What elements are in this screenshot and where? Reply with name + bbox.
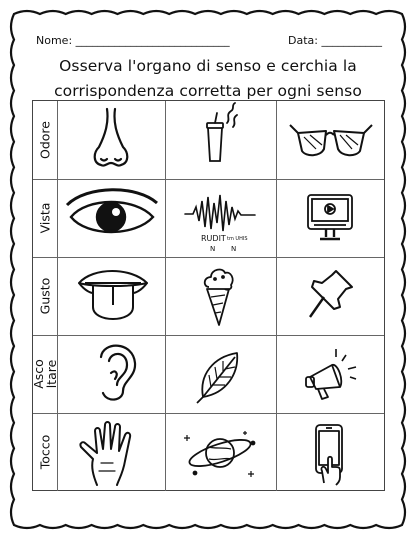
row-label [33,101,58,179]
label-odore: Odore [37,121,53,159]
row-ascoltare [33,335,384,414]
organ-cell [57,179,166,257]
organ-cell [57,257,166,335]
option-cell[interactable] [165,335,277,413]
row-label [33,257,58,335]
eye-icon [57,179,165,257]
row-label [33,335,58,413]
sound-wave-small: tm UHIS [227,236,248,242]
label-ascoltare [32,359,58,389]
ear-icon [57,335,165,413]
mouth-icon [57,257,165,335]
nose-icon [57,101,165,179]
sound-wave-text: RUDIT [201,234,226,243]
organ-cell [57,413,166,491]
header [36,34,386,50]
name-field[interactable]: Nome: ____________________________ [36,34,230,47]
option-cell[interactable] [276,101,384,179]
page-title [30,54,386,104]
option-cell[interactable] [165,101,277,179]
title-line-2: corrispondenza corretta per ogni senso [54,82,362,100]
row-tocco [33,413,384,491]
pushpin-icon [276,257,384,335]
row-label [33,413,58,491]
option-cell[interactable] [165,257,277,335]
label-gusto: Gusto [37,277,53,315]
label-line-1: Asco [31,359,46,389]
title-line-1: Osserva l'organo di senso e cerchia la [59,57,357,75]
option-cell[interactable] [165,413,277,491]
smartphone-icon [276,413,384,491]
leaf-icon [165,335,276,413]
label-vista: Vista [37,202,53,234]
row-label [33,179,58,257]
option-cell[interactable] [276,413,384,491]
hand-icon [57,413,165,491]
cup-icon [165,101,276,179]
row-odore [33,101,384,180]
label-line-2: ltare [44,359,59,389]
option-cell[interactable] [276,257,384,335]
sound-wave-icon [165,179,276,257]
option-cell[interactable] [276,179,384,257]
planet-icon [165,413,276,491]
date-field[interactable]: Data: ___________ [288,34,382,47]
organ-cell [57,101,166,179]
exercise-table [32,100,385,491]
sound-wave-n2: N [231,245,237,253]
row-vista [33,179,384,258]
megaphone-icon [276,335,384,413]
sunglasses-icon [276,101,384,179]
option-cell[interactable] [276,335,384,413]
option-cell[interactable] [165,179,277,257]
row-gusto [33,257,384,336]
organ-cell [57,335,166,413]
ice-cream-icon [165,257,276,335]
sound-wave-n1: N [210,245,216,253]
video-monitor-icon [276,179,384,257]
label-tocco: Tocco [37,434,53,470]
